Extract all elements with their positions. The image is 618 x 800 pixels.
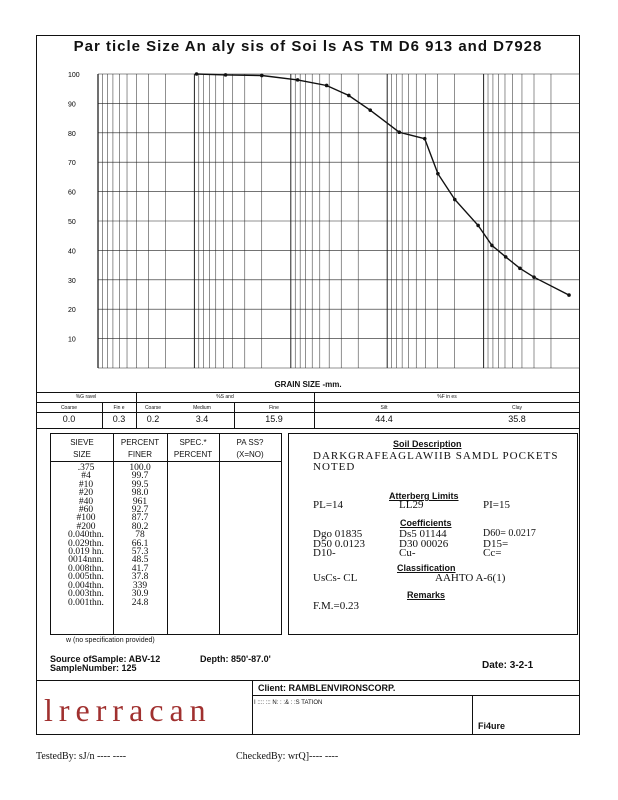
classification-heading: Classification — [397, 563, 456, 573]
gravel-header: %G ravel — [75, 394, 97, 400]
y-tick-label: 80 — [68, 130, 76, 138]
gradation-point — [423, 137, 427, 141]
gradation-point — [490, 244, 494, 248]
sub-silt: Silt — [380, 405, 388, 411]
gradation-point — [453, 198, 457, 202]
sieve-size-cell: 0.005thn. — [68, 572, 104, 583]
liquid-limit: LL29 — [399, 499, 424, 511]
sieve-size-cell: 0.008thn. — [68, 563, 104, 574]
percent-finer-cell: 339 — [132, 580, 148, 591]
sample-depth: Depth: 850'-87.0' — [200, 654, 271, 664]
d85-value: Ds5 01144 — [399, 528, 447, 540]
percent-finer-cell: 92.7 — [131, 505, 149, 516]
sieve-size-cell: #20 — [78, 488, 94, 499]
sand-header: %S and — [216, 394, 234, 400]
sub-coarse-gravel: Coarse — [60, 405, 78, 411]
report-title: Par ticle Size An aly sis of Soi ls AS TM D6 913 and D7928 — [73, 38, 543, 55]
sub-fine-sand: Fine — [269, 405, 279, 411]
sub-fine-gravel: Fin e — [113, 405, 125, 411]
gradation-point — [325, 84, 329, 88]
sieve-size-header: SIEVE — [70, 438, 94, 447]
percent-finer-cell: 37.8 — [131, 572, 149, 583]
sieve-size-cell: #40 — [78, 496, 94, 507]
percent-finer-subheader: FINER — [128, 450, 152, 459]
gradation-point — [476, 224, 480, 228]
y-tick-label: 90 — [68, 101, 76, 109]
y-tick-label: 30 — [68, 277, 76, 285]
sub-coarse-sand: Coarse — [144, 405, 162, 411]
sieve-table — [50, 433, 282, 635]
coefficients-heading: Coefficients — [400, 518, 452, 528]
project-name: I :::: ::: N: : :& : :S TATION — [254, 700, 323, 706]
y-tick-label: 100 — [68, 72, 80, 79]
sieve-size-cell: .375 — [77, 463, 95, 473]
pass-subheader: (X=NO) — [236, 450, 264, 459]
gradation-curve — [197, 74, 570, 295]
gradation-point — [296, 78, 300, 82]
y-tick-label: 20 — [68, 307, 76, 315]
spec-footnote: w (no specification provided) — [66, 637, 155, 644]
pass-header: PA SS? — [236, 438, 264, 447]
footer-divider — [36, 680, 580, 681]
sieve-size-subheader: SIZE — [73, 450, 91, 459]
value-medium-sand: 3.4 — [195, 414, 209, 424]
fineness-modulus: F.M.=0.23 — [313, 600, 359, 612]
sieve-size-cell: 0.029thn. — [68, 538, 104, 549]
value-fine-gravel: 0.3 — [112, 414, 126, 424]
client-name: Client: RAMBLENVIRONSCORP. — [258, 683, 396, 693]
gradation-point — [504, 255, 508, 259]
cc-value: Cc= — [483, 547, 502, 559]
plastic-limit: PL=14 — [313, 499, 344, 511]
footer-vline — [252, 680, 253, 735]
percent-finer-cell: 98.0 — [131, 488, 149, 499]
sieve-size-cell: 0.001thn. — [68, 597, 104, 608]
y-tick-label: 50 — [68, 219, 76, 226]
soil-description-text: DARKGRAFEAGLAWIIB SAMDL POCKETS NOTED — [313, 450, 559, 473]
sieve-size-cell: 0014nnn. — [68, 555, 104, 566]
gradation-point — [567, 293, 571, 297]
spec-percent-header: SPEC.* — [179, 438, 207, 447]
d90-value: Dgo 01835 — [313, 528, 363, 540]
tested-by: TestedBy: sJ/n ---- ---- — [36, 751, 127, 762]
sieve-size-cell: 0.003thn. — [68, 589, 104, 600]
y-tick-label: 60 — [68, 189, 76, 197]
gradation-point — [436, 172, 440, 176]
d15-value: D15= — [483, 538, 509, 550]
sub-clay: Clay — [511, 405, 522, 411]
x-axis-label: GRAIN SIZE -mm. — [274, 380, 342, 389]
grain-size-chart — [36, 62, 580, 392]
gradation-point — [368, 108, 372, 112]
percent-finer-cell: 57.3 — [131, 547, 149, 558]
gradation-point — [347, 94, 351, 98]
percent-finer-cell: 30.9 — [131, 589, 149, 600]
percent-finer-cell: 87.7 — [131, 513, 149, 524]
d30-value: D30 00026 — [399, 538, 449, 550]
y-tick-label: 10 — [68, 336, 76, 344]
checked-by: CheckedBy: wrQ]---- ---- — [236, 751, 339, 762]
sieve-size-cell: 0.004thn. — [68, 580, 104, 591]
aashto-class: AAHTO A-6(1) — [435, 572, 506, 584]
sieve-size-cell: 0.040thn. — [68, 530, 104, 541]
soil-description-box — [288, 433, 578, 635]
percent-finer-cell: 961 — [132, 496, 148, 507]
percent-finer-column — [113, 464, 167, 607]
percent-finer-cell: 80.2 — [131, 521, 149, 532]
figure-label: Fi4ure — [478, 721, 506, 731]
figure-divider — [472, 695, 473, 735]
gradation-point — [195, 72, 199, 76]
value-fine-sand: 15.9 — [265, 414, 283, 424]
percent-finer-header: PERCENT — [120, 438, 160, 447]
fines-header: %F in es — [437, 394, 457, 400]
report-date: Date: 3-2-1 — [482, 660, 534, 671]
sieve-size-cell: #60 — [78, 505, 94, 516]
gradation-point — [532, 275, 536, 279]
uscs-class: UsCs- CL — [313, 572, 358, 584]
footer-subdivider — [252, 695, 580, 696]
atterberg-heading: Atterberg Limits — [389, 491, 459, 501]
y-tick-label: 40 — [68, 248, 76, 256]
gradation-point — [518, 267, 522, 271]
spec-percent-subheader: PERCENT — [173, 450, 213, 459]
percent-finer-cell: 78 — [135, 530, 145, 541]
gradation-point — [224, 73, 228, 77]
percent-finer-cell: 99.7 — [131, 471, 149, 482]
percent-finer-cell: 66.1 — [131, 538, 149, 549]
sieve-size-cell: 0.019 hn. — [68, 547, 104, 558]
gradation-point — [397, 130, 401, 134]
d50-value: D50 0.0123 — [313, 538, 365, 550]
value-clay: 35.8 — [508, 414, 526, 424]
cu-value: Cu- — [399, 547, 416, 559]
d10-value: D10- — [313, 547, 336, 559]
value-silt: 44.4 — [375, 414, 393, 424]
sample-source: Source ofSample: ABV-12 — [50, 654, 161, 664]
percent-finer-cell: 41.7 — [131, 563, 149, 574]
sieve-size-cell: #10 — [78, 479, 94, 490]
percent-finer-cell: 24.8 — [131, 597, 149, 608]
terracon-logo: lrerracan — [44, 692, 212, 728]
gradation-point — [260, 74, 264, 78]
soil-description-heading: Soil Description — [393, 439, 462, 449]
y-tick-label: 70 — [68, 160, 76, 168]
sieve-size-cell: #100 — [76, 513, 96, 524]
plasticity-index: PI=15 — [483, 499, 510, 511]
percent-finer-cell: 99.5 — [131, 479, 149, 490]
sieve-size-cell: #200 — [76, 521, 96, 532]
sample-number: SampleNumber: 125 — [50, 663, 137, 673]
classification-table — [36, 392, 580, 429]
value-coarse-sand: 0.2 — [146, 414, 160, 424]
percent-finer-cell: 100.0 — [129, 463, 151, 473]
sub-medium-sand: Medium — [193, 405, 211, 411]
d60-value: D60= 0.0217 — [483, 528, 536, 539]
value-coarse-gravel: 0.0 — [62, 414, 76, 424]
remarks-heading: Remarks — [407, 590, 446, 600]
percent-finer-cell: 48.5 — [131, 555, 149, 566]
sieve-sizes-column — [51, 464, 121, 607]
sieve-size-cell: #4 — [81, 471, 91, 482]
